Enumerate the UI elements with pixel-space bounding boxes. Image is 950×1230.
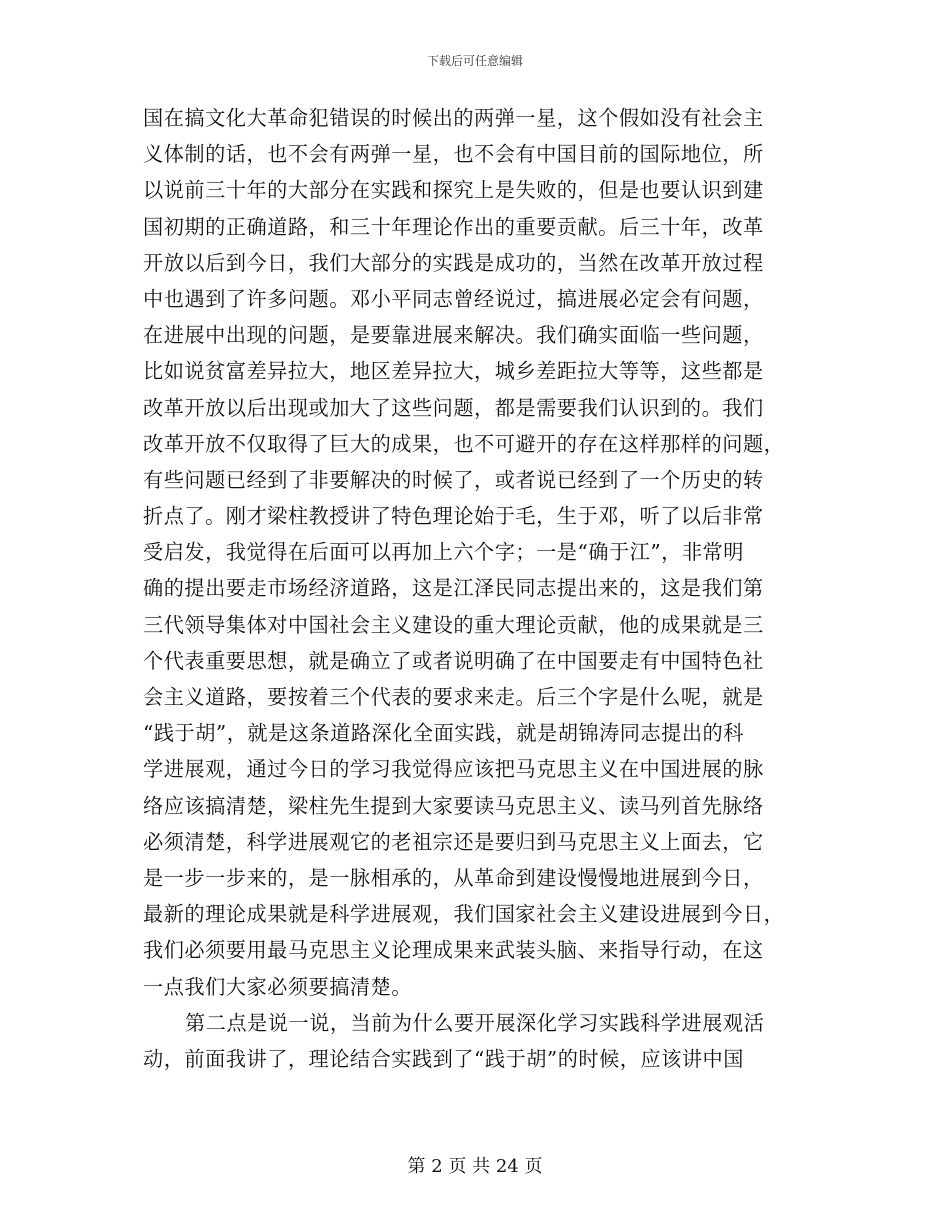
text-line: 改革开放以后出现或加大了这些问题，都是需要我们认识到的。我们 [143, 395, 764, 420]
text-line: 个代表重要思想，就是确立了或者说明确了在中国要走有中国特色社 [143, 648, 764, 673]
text-line: 中也遇到了许多问题。邓小平同志曾经说过，搞进展必定会有问题， [143, 286, 764, 311]
text-line: 一点我们大家必须要搞清楚。 [143, 974, 412, 999]
text-line: 最新的理论成果就是科学进展观，我们国家社会主义建设进展到今日， [143, 902, 785, 927]
text-line: 我们必须要用最马克思主义论理成果来武装头脑、来指导行动，在这 [143, 938, 764, 963]
text-line: 是一步一步来的，是一脉相承的，从革命到建设慢慢地进展到今日， [143, 865, 764, 890]
text-line: 有些问题已经到了非要解决的时候了，或者说已经到了一个历史的转 [143, 467, 764, 492]
text-line: 络应该搞清楚，梁柱先生提到大家要读马克思主义、读马列首先脉络 [143, 793, 764, 818]
text-line: 在进展中出现的问题，是要靠进展来解决。我们确实面临一些问题， [143, 323, 764, 348]
page-number: 第 2 页 共 24 页 [407, 1156, 543, 1177]
text-line: 以说前三十年的大部分在实践和探究上是失败的，但是也要认识到建 [143, 178, 764, 203]
text-line: 国在搞文化大革命犯错误的时候出的两弹一星，这个假如没有社会主 [143, 106, 764, 130]
paragraph-start-line: 第二点是说一说，当前为什么要开展深化学习实践科学进展观活 [185, 1010, 765, 1035]
text-line: 开放以后到今日，我们大部分的实践是成功的，当然在改革开放过程 [143, 250, 764, 275]
text-line: 三代领导集体对中国社会主义建设的重大理论贡献，他的成果就是三 [143, 612, 764, 637]
text-line: 必须清楚，科学进展观它的老祖宗还是要归到马克思主义上面去，它 [143, 829, 764, 854]
document-body [143, 100, 807, 1077]
text-line: 国初期的正确道路，和三十年理论作出的重要贡献。后三十年，改革 [143, 214, 764, 239]
text-line: 折点了。刚才梁柱教授讲了特色理论始于毛，生于邓，听了以后非常 [143, 504, 764, 529]
text-line: 受启发，我觉得在后面可以再加上六个字；一是“确于江”，非常明 [143, 540, 744, 565]
text-line: 会主义道路，要按着三个代表的要求来走。后三个字是什么呢，就是 [143, 685, 764, 709]
text-line: 比如说贫富差异拉大，地区差异拉大，城乡差距拉大等等，这些都是 [143, 359, 764, 384]
text-line: 义体制的话，也不会有两弹一星，也不会有中国目前的国际地位，所 [143, 142, 764, 167]
text-line: 改革开放不仅取得了巨大的成果，也不可避开的存在这样那样的问题， [143, 431, 785, 456]
text-line: 确的提出要走市场经济道路，这是江泽民同志提出来的，这是我们第 [143, 576, 764, 601]
page-header-note: 下载后可任意编辑 [426, 54, 523, 68]
text-line: 动，前面我讲了，理论结合实践到了“践于胡”的时候，应该讲中国 [143, 1046, 744, 1071]
text-line: 学进展观，通过今日的学习我觉得应该把马克思主义在中国进展的脉 [143, 757, 764, 782]
text-line: “践于胡”，就是这条道路深化全面实践，就是胡锦涛同志提出的科 [143, 721, 744, 746]
